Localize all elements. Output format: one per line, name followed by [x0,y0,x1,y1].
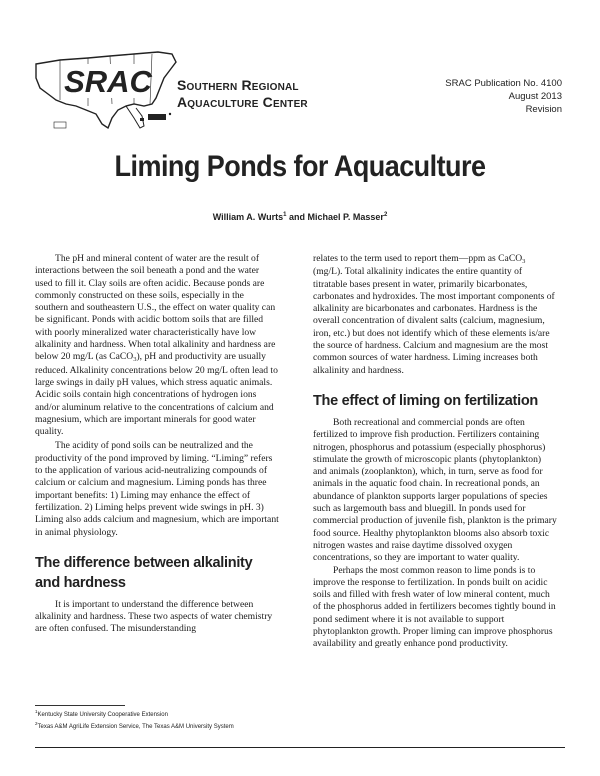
author-connector: and [289,212,306,222]
liming-paragraph: The acidity of pond soils can be neutralized and the productivity of the pond improved by liming. “Liming” refers to the application of various acid-neutralizing compounds of calcium or calcium and magnesium. Liming ponds has three important benefits: 1) Liming may enhance the effect of fertilization. 2) Liming helps prevent wide swings in pH. 3) Liming also adds calcium and magnesium, which are important in animal physiology. [35,440,279,538]
intro-subscript: 3 [133,356,137,364]
section-heading-fertilization: The effect of liming on fertilization [313,392,538,409]
footnote-1-mark: 1 [35,709,38,714]
footnote-1-text: Kentucky State University Cooperative Extension [37,712,168,718]
page-bottom-rule [35,747,565,748]
intro-text-a: The pH and mineral content of water are the result of interactions between the soil beneath a pond and the water used to fill it. Clay soils are often acidic. Because ponds are commonly constructed on these soils, especially in the southern and southeastern U.S., the effect on water quality can be significant. Ponds with acidic bottom soils that are filled with poorly mineralized water characteristically have low alkalinity and hardness. When total alkalinity and hardness are below 20 mg/L (as CaCO [35,253,276,363]
fertilization-paragraph: Both recreational and commercial ponds are often fertilized to improve fish production. Fertilizers containing nitrogen, phosphorus and potassium (especially phosphorus) stimulate the growth of microscopic plants (phytoplankton) and animals (zooplankton), which, in turn, serve as food for animals in the aquatic food chain. In recreational ponds, an abundance of plankton supports larger populations of species such as largemouth bass and bluegill. In ponds used for commercial production of juvenile fish, plankton is the primary food source. Healthy phytoplankton blooms also absorb toxic nitrogen wastes and raise daytime dissolved oxygen concentrations, so they are important to water quality. [313,416,557,564]
hardness-text-b: (mg/L). Total alkalinity indicates the entire quantity of titratable bases present in water, primarily bicarbonates, carbonates and hydroxides. The most important components of alkalinity are bicarbonates and carbonates. Hardness is the overall concentration of divalent salts (calcium, magnesium, iron, etc.) but does not identify which of these elements is/are the source of hardness. Calcium and magnesium are the most common sources of water hardness. Liming increases both alkalinity and hardness. [313,266,555,376]
footnote-2 [35,720,335,732]
org-line-1: Southern Regional [177,77,299,93]
hardness-subscript: 3 [522,258,526,265]
author-2-note: 2 [383,212,388,218]
hardness-text-a: relates to the term used to report them—ppm as CaCO [313,253,523,264]
footnotes [35,708,335,731]
section-heading-alkalinity: The difference between alkalinity and hardness [35,554,253,591]
author-1-note: 1 [283,212,287,218]
hardness-paragraph [313,253,557,377]
alkalinity-paragraph: It is important to understand the difference between alkalinity and hardness. These two aspects of water chemistry are often confused. The misunderstanding [35,598,273,635]
author-2: Michael P. Masser [307,212,384,222]
right-column [313,253,557,651]
org-line-2: Aquaculture Center [177,94,308,110]
intro-paragraph [35,253,279,438]
publication-status: Revision [525,104,562,115]
phosphorus-paragraph: Perhaps the most common reason to lime ponds is to improve the response to fertilization. In ponds built on acidic soils and filled with fresh water of low mineral content, much of the phosphorus added in fertilizers becomes tightly bound in pond sediment where it is not available to support phytoplankton growth. Proper liming can improve phosphorus availability and greatly enhance pond productivity. [313,564,556,650]
left-column [35,253,279,636]
footnote-divider [35,705,125,706]
author-1: William A. Wurts [212,212,284,222]
footnote-1 [35,708,335,720]
footnote-2-mark: 2 [35,720,38,726]
logo-text: SRAC [64,64,152,99]
publication-info [445,77,562,116]
intro-text-b: ), pH and productivity are usually reduced. Alkalinity concentrations below 20 mg/L often lead to large swings in daily pH values, which stress aquatic animals. Acidic soils contain high concentrations of hydrogen ions and/or aluminum relative to the concentrations of calcium and magnesium, which are important minerals for good water quality. [35,351,278,438]
page-title: Liming Ponds for Aquaculture [114,150,486,183]
organization-name [177,77,308,111]
srac-logo [30,44,180,134]
publication-date: August 2013 [508,91,562,102]
footnote-2-text: Texas A&M AgriLife Extension Service, The Texas A&M University System [37,723,234,730]
publication-number: SRAC Publication No. 4100 [445,78,562,89]
authors-line [0,212,600,222]
